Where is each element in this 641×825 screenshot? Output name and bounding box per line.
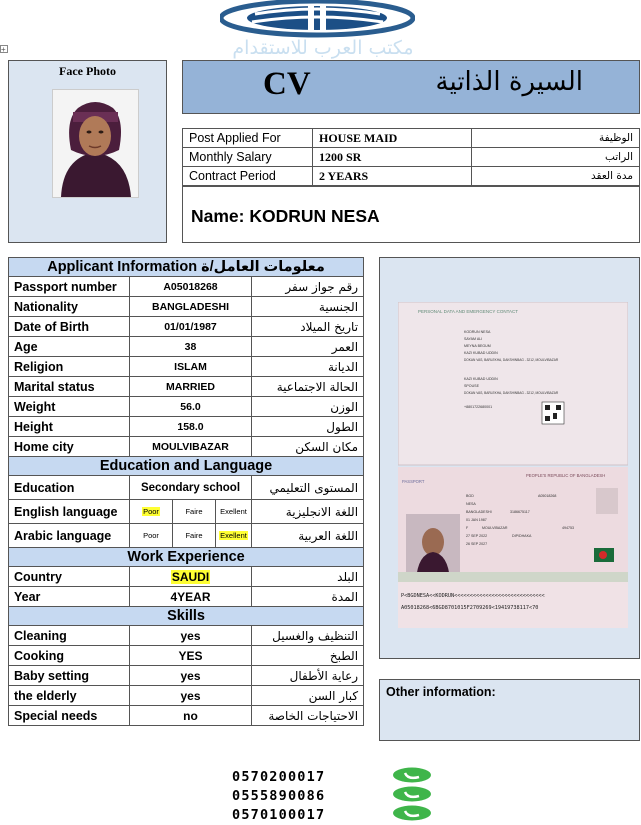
whatsapp-icon[interactable] <box>392 805 432 821</box>
face-photo <box>52 89 139 198</box>
other-information-label: Other information: <box>386 685 496 699</box>
field-value: yes <box>130 626 252 646</box>
level-grid <box>130 500 251 523</box>
qr-block <box>545 416 550 421</box>
face-photo-box <box>8 60 167 243</box>
passport-mother: MEYNA BEGUM <box>464 344 491 348</box>
level-option: Faire <box>173 500 216 523</box>
field-label-arabic: اللغة الانجليزية <box>252 500 364 524</box>
field-label: Age <box>9 337 130 357</box>
field-label: Height <box>9 417 130 437</box>
cv-title-band <box>182 60 640 114</box>
field-value: ISLAM <box>130 357 252 377</box>
table-row <box>9 297 364 317</box>
passport-dob: 01 JAN 1987 <box>466 518 487 522</box>
field-label: Baby setting <box>9 666 130 686</box>
field-label: Home city <box>9 437 130 457</box>
passport-prev-no: 494753 <box>562 526 574 530</box>
passport-scan <box>398 302 628 628</box>
job-row-contract <box>183 167 640 186</box>
face-photo-label: Face Photo <box>59 64 116 78</box>
field-value: MOULVIBAZAR <box>130 437 252 457</box>
passport-country-title: PEOPLE'S REPUBLIC OF BANGLADESH <box>526 473 606 478</box>
passport-relationship: SPOUSE <box>464 384 479 388</box>
qr-block <box>553 413 557 419</box>
passport-spouse: KAZI KUBAD UDDIN <box>464 351 498 355</box>
passport-name: KODRUN NESA <box>464 330 491 334</box>
field-value: 56.0 <box>130 397 252 417</box>
field-value: MARRIED <box>130 377 252 397</box>
field-label-arabic: الطبخ <box>252 646 364 666</box>
table-row <box>9 587 364 607</box>
field-value: no <box>130 706 252 726</box>
language-levels <box>130 500 252 524</box>
field-label-arabic: الوزن <box>252 397 364 417</box>
field-label: Marital status <box>9 377 130 397</box>
table-row <box>9 706 364 726</box>
passport-mrz-line-2: A05018268<6BGD8701015F2709269<19419738117<70 <box>401 605 539 611</box>
job-label-arabic: الوظيفة <box>472 129 640 148</box>
level-option: Faire <box>173 524 216 547</box>
passport-personal-no: 3186675117 <box>510 510 530 514</box>
passport-father: SAYAM ALI <box>464 337 483 341</box>
field-value: BANGLADESHI <box>130 297 252 317</box>
whatsapp-icon[interactable] <box>392 786 432 802</box>
move-handle-icon[interactable]: + <box>0 45 8 53</box>
field-value: yes <box>130 666 252 686</box>
level-option <box>216 524 252 547</box>
table-row <box>9 567 364 587</box>
passport-mrz-line-1: P<BGDNESA<<KODRUN<<<<<<<<<<<<<<<<<<<<<<<<<<<<< <box>401 593 545 599</box>
field-label-arabic: المستوى التعليمي <box>252 476 364 500</box>
qr-block <box>545 405 550 410</box>
field-label-arabic: كبار السن <box>252 686 364 706</box>
passport-surname: BGD <box>466 494 474 498</box>
job-value: 1200 SR <box>313 148 472 167</box>
section-heading: Education and Language <box>9 457 364 476</box>
passport-photo-face <box>422 528 444 556</box>
company-name: مكتب العرب للاستقدام <box>232 37 414 59</box>
field-label: Arabic language <box>9 524 130 548</box>
table-row <box>9 317 364 337</box>
field-label-arabic: اللغة العربية <box>252 524 364 548</box>
table-row <box>9 646 364 666</box>
field-label: Cleaning <box>9 626 130 646</box>
passport-expiry: 26 SEP 2027 <box>466 542 488 546</box>
field-label-arabic: تاريخ الميلاد <box>252 317 364 337</box>
table-row <box>9 666 364 686</box>
field-value: 01/01/1987 <box>130 317 252 337</box>
job-label: Monthly Salary <box>183 148 313 167</box>
job-label: Contract Period <box>183 167 313 186</box>
job-row-post <box>183 129 640 148</box>
passport-authority: DIP/DHAKA <box>512 534 532 538</box>
table-row <box>9 337 364 357</box>
level-grid <box>130 524 251 547</box>
level-option: Poor <box>130 524 173 547</box>
passport-top-title: PERSONAL DATA AND EMERGENCY CONTACT <box>418 309 519 314</box>
cv-title: CV <box>263 66 311 102</box>
field-value: yes <box>130 686 252 706</box>
field-label-arabic: الطول <box>252 417 364 437</box>
field-value: 38 <box>130 337 252 357</box>
field-value: 158.0 <box>130 417 252 437</box>
section-work-experience <box>9 548 364 567</box>
table-row <box>9 686 364 706</box>
level-selected: Exellent <box>220 531 247 540</box>
section-heading: Applicant Information معلومات العامل/ة <box>9 258 364 277</box>
passport-flag-disc <box>599 551 607 559</box>
phone-number[interactable]: 0555890086 <box>232 788 326 804</box>
table-row <box>9 377 364 397</box>
job-value: 2 YEARS <box>313 167 472 186</box>
country-value: SAUDI <box>171 569 210 584</box>
field-label-arabic: العمر <box>252 337 364 357</box>
field-label: the elderly <box>9 686 130 706</box>
passport-nationality: BANGLADESHI <box>466 510 492 514</box>
passport-issue-date: 27 SEP 2022 <box>466 534 488 538</box>
applicant-info-table <box>8 257 364 726</box>
phone-number[interactable]: 0570200017 <box>232 769 326 785</box>
passport-number: A05018268 <box>538 494 557 498</box>
job-row-salary <box>183 148 640 167</box>
field-label: English language <box>9 500 130 524</box>
passport-telephone: +8801722680001 <box>464 405 493 409</box>
job-label: Post Applied For <box>183 129 313 148</box>
field-label-arabic: البلد <box>252 567 364 587</box>
language-row-english <box>9 500 364 524</box>
passport-given: NESA <box>466 502 476 506</box>
field-label-arabic: المدة <box>252 587 364 607</box>
section-heading: Work Experience <box>9 548 364 567</box>
field-label-arabic: الجنسية <box>252 297 364 317</box>
field-label-arabic: الاحتياجات الخاصة <box>252 706 364 726</box>
section-skills <box>9 607 364 626</box>
applicant-name: Name: KODRUN NESA <box>191 206 380 226</box>
field-value: A05018268 <box>130 277 252 297</box>
field-label-arabic: الحالة الاجتماعية <box>252 377 364 397</box>
field-label: Cooking <box>9 646 130 666</box>
field-value: YES <box>130 646 252 666</box>
job-value: HOUSE MAID <box>313 129 472 148</box>
table-row <box>9 397 364 417</box>
passport-doc-label: PASSPORT <box>402 479 425 484</box>
level-option: Exellent <box>220 507 247 516</box>
table-row <box>9 626 364 646</box>
field-label: Education <box>9 476 130 500</box>
table-row <box>9 417 364 437</box>
section-applicant-info <box>9 258 364 277</box>
field-label: Special needs <box>9 706 130 726</box>
field-value: Secondary school <box>130 476 252 500</box>
passport-place: MOULVIBAZAR <box>482 526 508 530</box>
job-label-arabic: مدة العقد <box>472 167 640 186</box>
field-label-arabic: رعاية الأطفال <box>252 666 364 686</box>
level-option <box>130 500 173 523</box>
language-levels <box>130 524 252 548</box>
cv-title-arabic: السيرة الذاتية <box>435 67 583 97</box>
section-heading: Skills <box>9 607 364 626</box>
passport-emergency-address: DOKAN VAS, BARLEKHA, DAKSHINBAG - 3212, MOULVIBAZAR <box>464 391 559 395</box>
field-label: Country <box>9 567 130 587</box>
table-row <box>9 277 364 297</box>
field-label: Nationality <box>9 297 130 317</box>
field-label-arabic: التنظيف والغسيل <box>252 626 364 646</box>
job-table <box>182 128 640 186</box>
passport-address: DOKAN VAS, BARLEKHA, DAKSHINBAG - 3212, MOULVIBAZAR <box>464 358 559 362</box>
table-row <box>9 476 364 500</box>
phone-number[interactable]: 0570100017 <box>232 807 326 823</box>
field-label: Date of Birth <box>9 317 130 337</box>
name-box <box>182 186 640 243</box>
field-value: 4YEAR <box>130 587 252 607</box>
passport-panel <box>379 257 640 659</box>
language-row-arabic <box>9 524 364 548</box>
field-label: Religion <box>9 357 130 377</box>
field-value <box>130 567 252 587</box>
job-label-arabic: الراتب <box>472 148 640 167</box>
other-information-box <box>379 679 640 741</box>
passport-ghost-photo <box>596 488 618 514</box>
passport-emergency-name: KAZI KUBAD UDDIN <box>464 377 498 381</box>
passport-stripe <box>398 572 628 582</box>
qr-block <box>556 405 561 410</box>
level-selected: Poor <box>143 507 159 516</box>
field-label-arabic: رقم جواز سفر <box>252 277 364 297</box>
field-label-arabic: مكان السكن <box>252 437 364 457</box>
table-row <box>9 437 364 457</box>
table-row <box>9 357 364 377</box>
company-logo <box>220 0 415 42</box>
field-label: Passport number <box>9 277 130 297</box>
passport-sex: F <box>466 526 469 530</box>
field-label: Year <box>9 587 130 607</box>
field-label: Weight <box>9 397 130 417</box>
section-education <box>9 457 364 476</box>
field-label-arabic: الديانة <box>252 357 364 377</box>
whatsapp-icon[interactable] <box>392 767 432 783</box>
